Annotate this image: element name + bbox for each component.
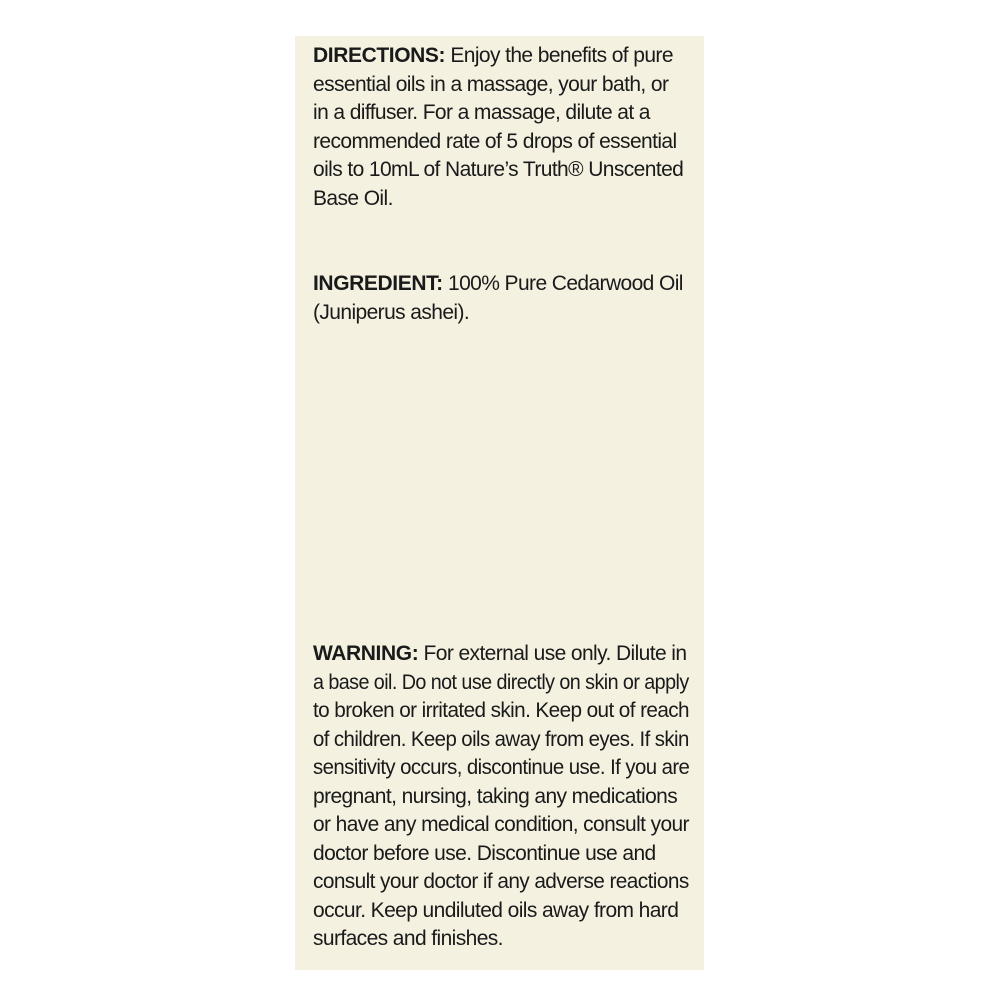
warning-text: pregnant, nursing, taking any medications: [313, 784, 678, 808]
warning-text: For external use only. Dilute in: [418, 642, 687, 665]
ingredient-section: [313, 270, 689, 327]
ingredient-line-1: [313, 270, 689, 299]
directions-text: essential oils in a massage, your bath, or: [313, 72, 669, 96]
directions-text: Base Oil.: [313, 186, 393, 210]
warning-text: of children. Keep oils away from eyes. If skin: [313, 727, 689, 751]
warning-text: a base oil. Do not use directly on skin or apply: [313, 670, 689, 694]
ingredient-heading: INGREDIENT:: [313, 272, 443, 295]
warning-heading: WARNING:: [313, 642, 419, 665]
warning-text: or have any medical condition, consult your: [313, 813, 689, 836]
ingredient-text: (Juniperus ashei).: [313, 300, 470, 324]
directions-text: recommended rate of 5 drops of essential: [313, 129, 677, 153]
warning-section: [313, 640, 689, 954]
warning-text: sensitivity occurs, discontinue use. If you are: [313, 756, 690, 779]
warning-text: consult your doctor if any adverse reactions: [313, 870, 689, 893]
directions-line-1: [313, 42, 689, 71]
directions-text: oils to 10mL of Nature’s Truth® Unscented: [313, 158, 684, 181]
warning-text: doctor before use. Discontinue use and: [313, 841, 656, 865]
warning-text: occur. Keep undiluted oils away from hard: [313, 898, 679, 922]
product-label-panel: [295, 36, 704, 970]
directions-section: [313, 42, 689, 213]
directions-text: in a diffuser. For a massage, dilute at a: [313, 101, 650, 124]
directions-heading: DIRECTIONS:: [313, 44, 446, 67]
ingredient-text: 100% Pure Cedarwood Oil: [442, 272, 683, 295]
warning-line-1: [313, 640, 689, 669]
warning-text: to broken or irritated skin. Keep out of reach: [313, 699, 689, 722]
warning-text: surfaces and finishes.: [313, 927, 503, 950]
directions-text: Enjoy the benefits of pure: [445, 44, 673, 67]
